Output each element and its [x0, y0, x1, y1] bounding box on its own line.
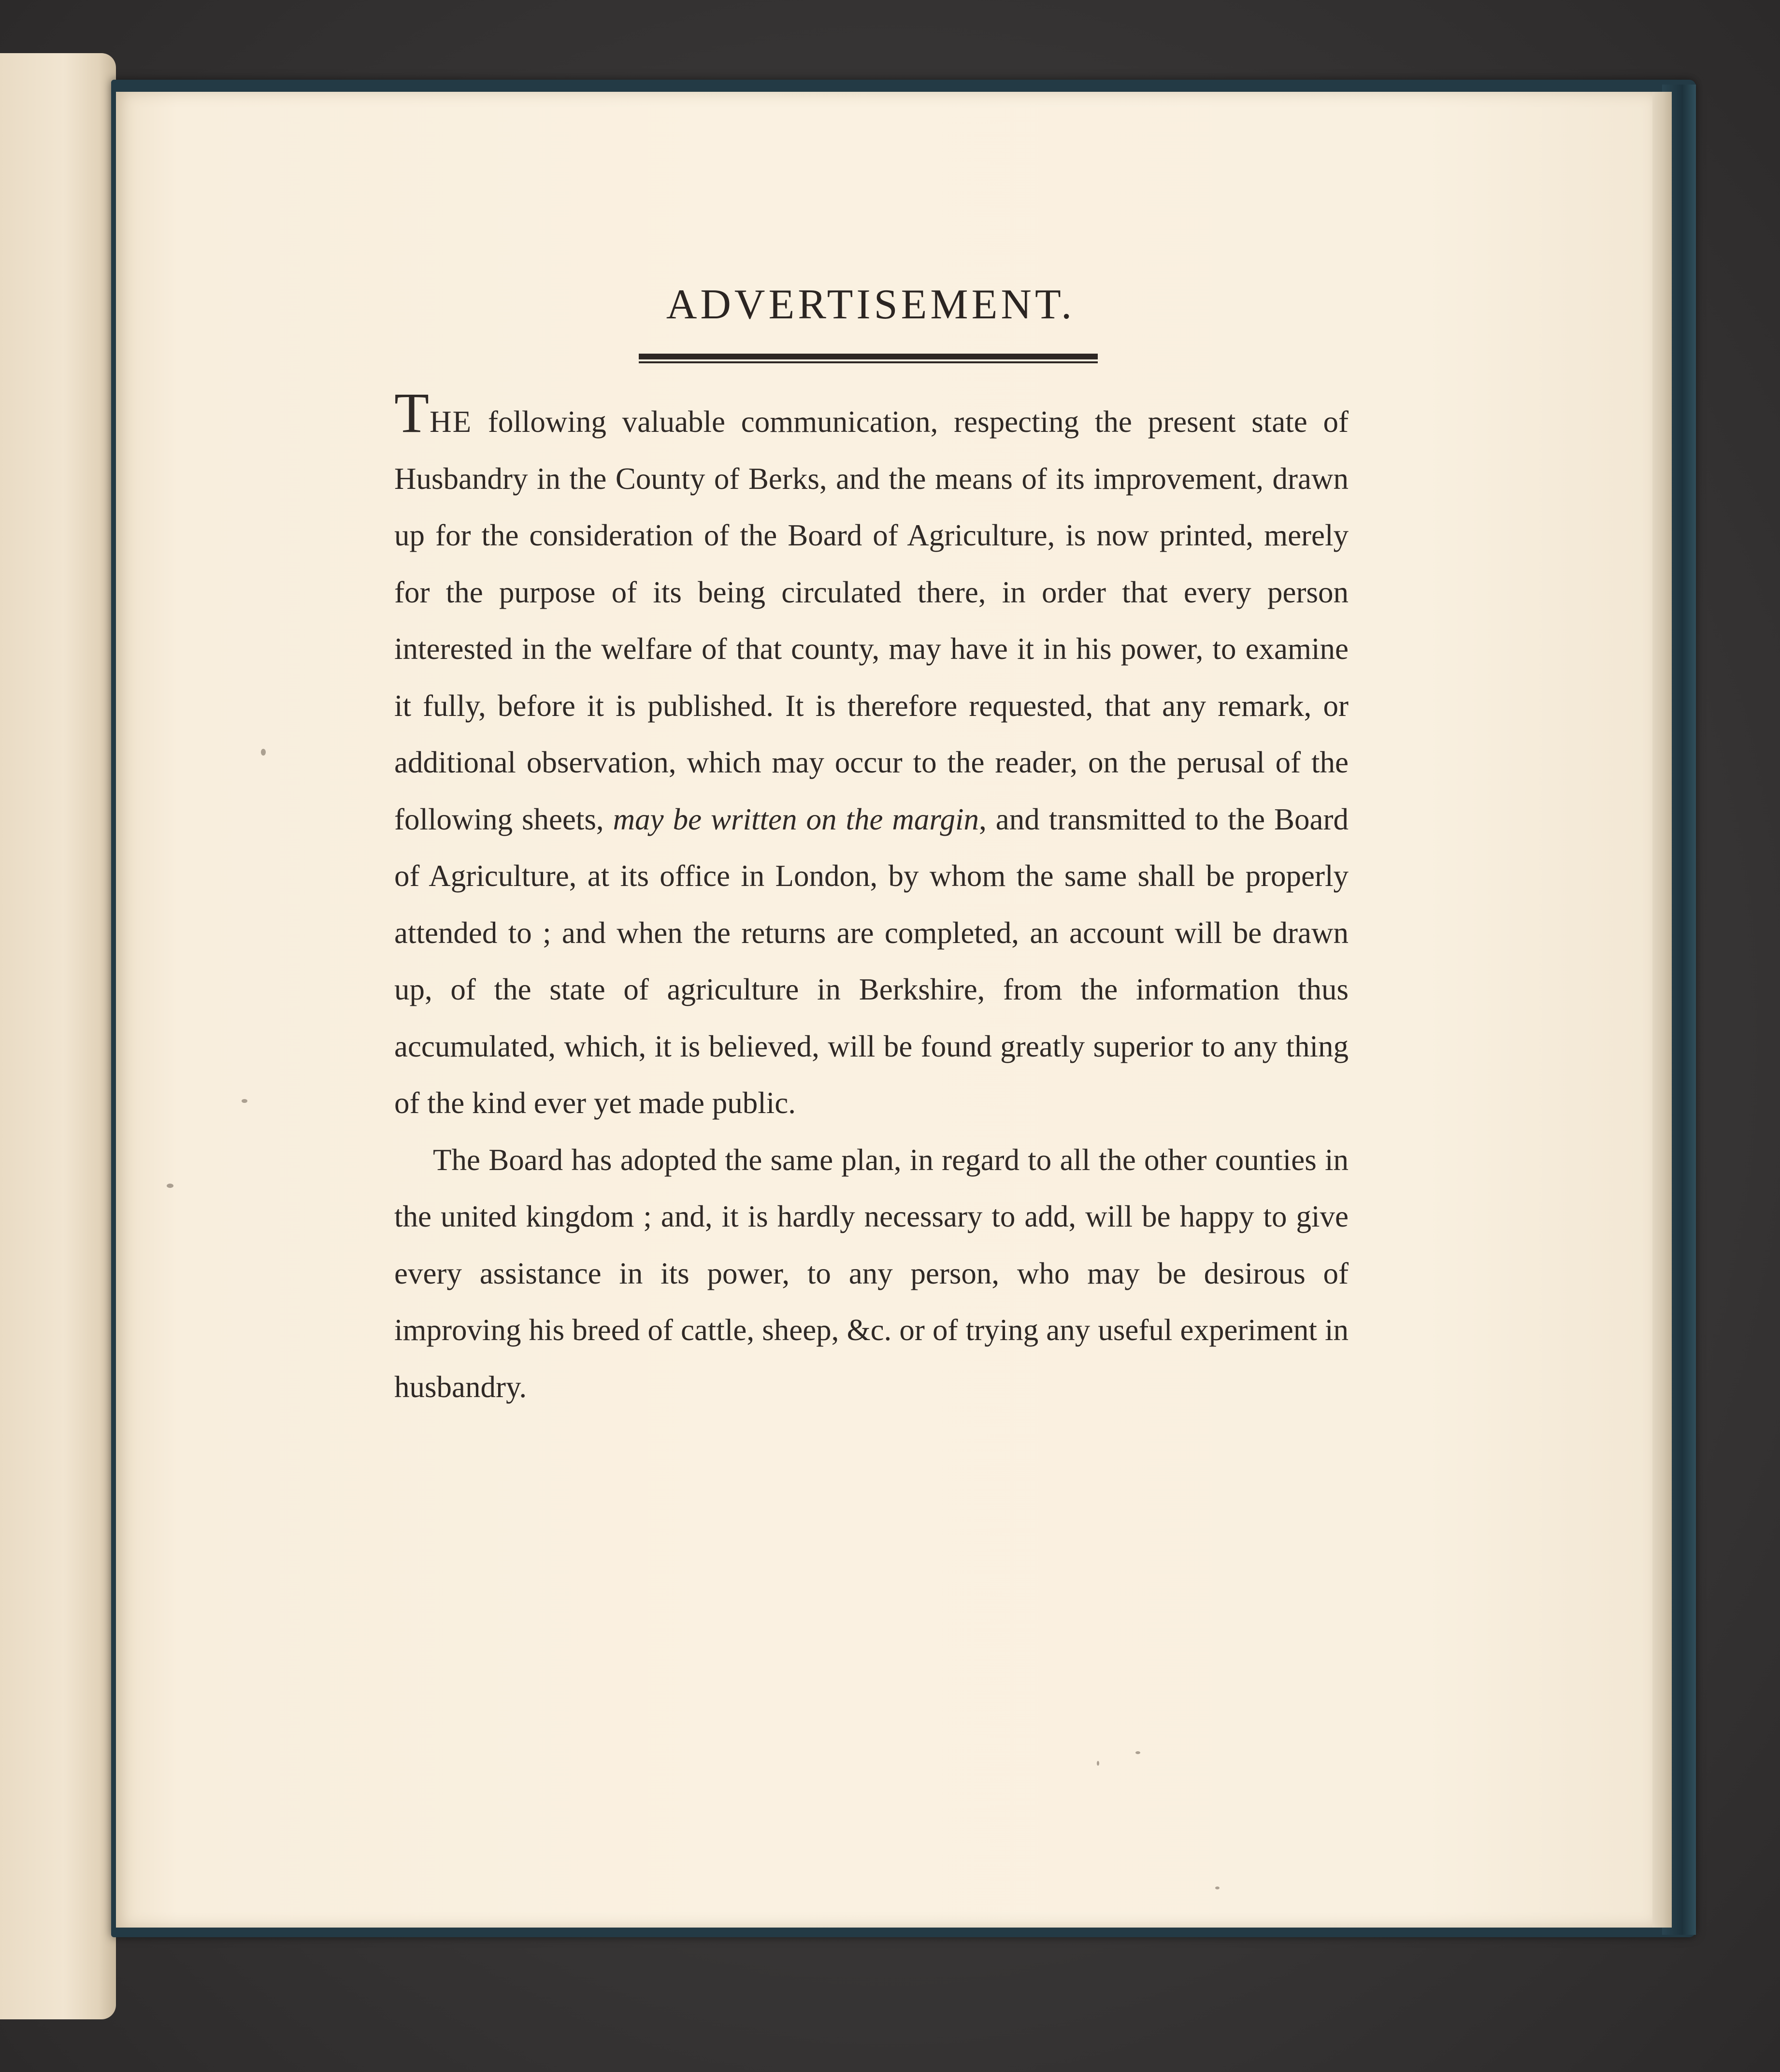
page-title: ADVERTISEMENT.	[666, 281, 1076, 328]
paragraph-1	[394, 381, 1349, 1132]
drop-cap: T	[394, 381, 430, 444]
title-double-rule	[639, 354, 1098, 362]
facing-page	[0, 53, 116, 2019]
paragraph-1-text-b: , and transmitted to the Board of Agriculture, at its office in London, by whom the same shall be properly attended to ; and when the returns are completed, an account will be drawn up, of the state of agriculture in Berkshire, from the information thus accumulated, which, it is believed, will be found greatly superior to any thing of the kind ever yet made public.	[394, 802, 1349, 1120]
body-text	[394, 381, 1349, 1415]
paper-speck	[1135, 1751, 1140, 1754]
rule-thick-line	[639, 354, 1098, 359]
paper-speck	[167, 1184, 173, 1188]
italic-phrase: may be written on the margin	[613, 802, 979, 836]
paragraph-1-text-a: following valuable communication, respecting the present state of Husbandry in the County of Berks, and the means of its improvement, drawn up for the consideration of the Board of Agriculture, is now printed, merely for the purpose of its being circulated there, in order that every person interested in the welfare of that county, may have it in his power, to examine it fully, before it is published. It is therefore requested, that any remark, or additional observation, which may occur to the reader, on the perusal of the following sheets,	[394, 405, 1349, 836]
paper-speck	[261, 749, 266, 756]
paper-speck	[1215, 1886, 1220, 1889]
paragraph-2: The Board has adopted the same plan, in regard to all the other counties in the united kingdom ; and, it is hardly necessary to add, will be happy to give every assistance in its power, to any person, who may be desirous of improving his breed of cattle, sheep, &c. or of trying any useful experiment in husbandry.	[394, 1143, 1349, 1404]
paper-speck	[1097, 1761, 1099, 1766]
opening-word-small-caps: HE	[430, 405, 473, 439]
rule-thin-line	[639, 361, 1098, 363]
paper-speck	[242, 1099, 247, 1103]
